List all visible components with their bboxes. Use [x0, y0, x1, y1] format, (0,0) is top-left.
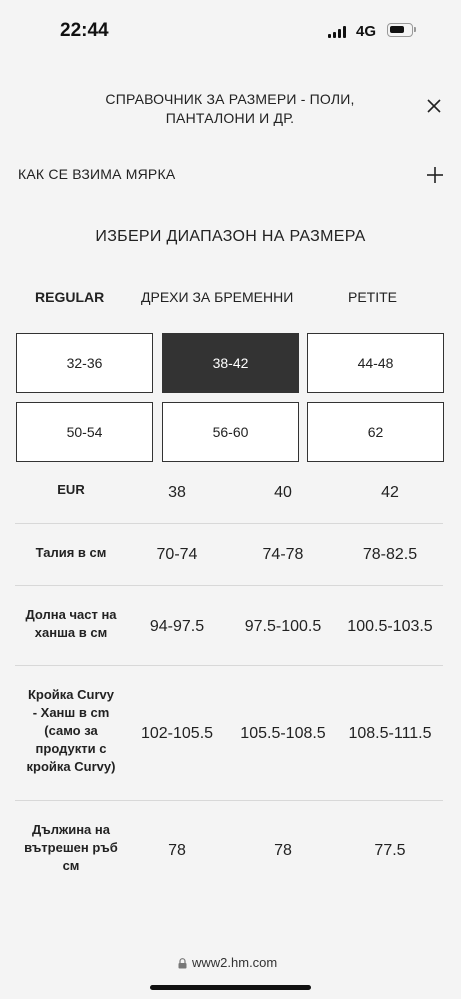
- table-row-label-curvy-hip: [12, 686, 130, 776]
- table-cell: 78-82.5: [362, 546, 418, 563]
- home-indicator[interactable]: [150, 985, 311, 990]
- table-cell: 97.5-100.5: [244, 618, 322, 635]
- size-range-button[interactable]: 56-60: [162, 402, 299, 462]
- range-section-title: ИЗБЕРИ ДИАПАЗОН НА РАЗМЕРА: [95, 228, 366, 245]
- table-cell: 78: [168, 842, 186, 859]
- table-divider: [15, 523, 443, 524]
- row-label-line: см: [62, 858, 80, 873]
- page-title-line-1: СПРАВОЧНИК ЗА РАЗМЕРИ - ПОЛИ,: [105, 91, 355, 107]
- table-header-eur: EUR: [57, 482, 85, 497]
- table-row-label-inseam: [12, 821, 130, 875]
- network-type: 4G: [356, 23, 377, 40]
- status-bar: [0, 0, 461, 60]
- row-label-line: Кройка Curvy: [27, 687, 114, 702]
- table-header-size: 40: [274, 484, 292, 501]
- table-cell: 100.5-103.5: [347, 618, 433, 635]
- how-to-measure-label: КАК СЕ ВЗИМА МЯРКА: [18, 166, 176, 182]
- table-row-label-waist: [12, 544, 130, 562]
- table-cell: 108.5-111.5: [348, 725, 432, 742]
- plus-icon[interactable]: [425, 165, 445, 185]
- row-label-line: Долна част на: [25, 607, 117, 622]
- table-cell: 78: [274, 842, 292, 859]
- how-to-measure-row[interactable]: [0, 155, 461, 195]
- table-row-label-low-hip: [12, 606, 130, 642]
- page-title: [60, 90, 400, 128]
- row-label-line: кройка Curvy): [26, 759, 116, 774]
- size-range-button[interactable]: 44-48: [307, 333, 444, 393]
- battery-fill: [390, 26, 404, 33]
- table-cell: 70-74: [156, 546, 198, 563]
- battery-tip: [414, 27, 416, 32]
- table-divider: [15, 585, 443, 586]
- page-title-line-2: ПАНТАЛОНИ И ДР.: [165, 110, 295, 126]
- row-label-line: ханша в см: [34, 625, 108, 640]
- table-cell: 94-97.5: [149, 618, 205, 635]
- row-label-line: вътрешен ръб: [24, 840, 118, 855]
- tab-regular[interactable]: REGULAR: [35, 289, 105, 305]
- battery-icon: [387, 23, 413, 37]
- size-range-button[interactable]: 50-54: [16, 402, 153, 462]
- table-header-size: 42: [381, 484, 399, 501]
- tab-petite[interactable]: PETITE: [348, 289, 398, 305]
- row-label-line: Талия в см: [35, 545, 107, 560]
- size-range-button[interactable]: 32-36: [16, 333, 153, 393]
- close-icon[interactable]: [425, 97, 443, 115]
- row-label-line: - Ханш в cm: [32, 705, 110, 720]
- row-label-line: продукти с: [35, 741, 107, 756]
- lock-icon: [178, 958, 187, 969]
- table-cell: 102-105.5: [140, 725, 214, 742]
- row-label-line: (само за: [44, 723, 98, 738]
- size-range-button-selected[interactable]: 38-42: [162, 333, 299, 393]
- table-divider: [15, 800, 443, 801]
- tab-maternity[interactable]: ДРЕХИ ЗА БРЕМЕННИ: [141, 289, 294, 305]
- table-cell: 77.5: [374, 842, 406, 859]
- table-cell: 105.5-108.5: [240, 725, 326, 742]
- table-header-size: 38: [168, 484, 186, 501]
- size-range-button[interactable]: 62: [307, 402, 444, 462]
- table-divider: [15, 665, 443, 666]
- status-time: 22:44: [60, 20, 109, 41]
- signal-icon: [328, 26, 348, 38]
- row-label-line: Дължина на: [32, 822, 110, 837]
- table-cell: 74-78: [262, 546, 304, 563]
- browser-url-text[interactable]: www2.hm.com: [192, 955, 278, 970]
